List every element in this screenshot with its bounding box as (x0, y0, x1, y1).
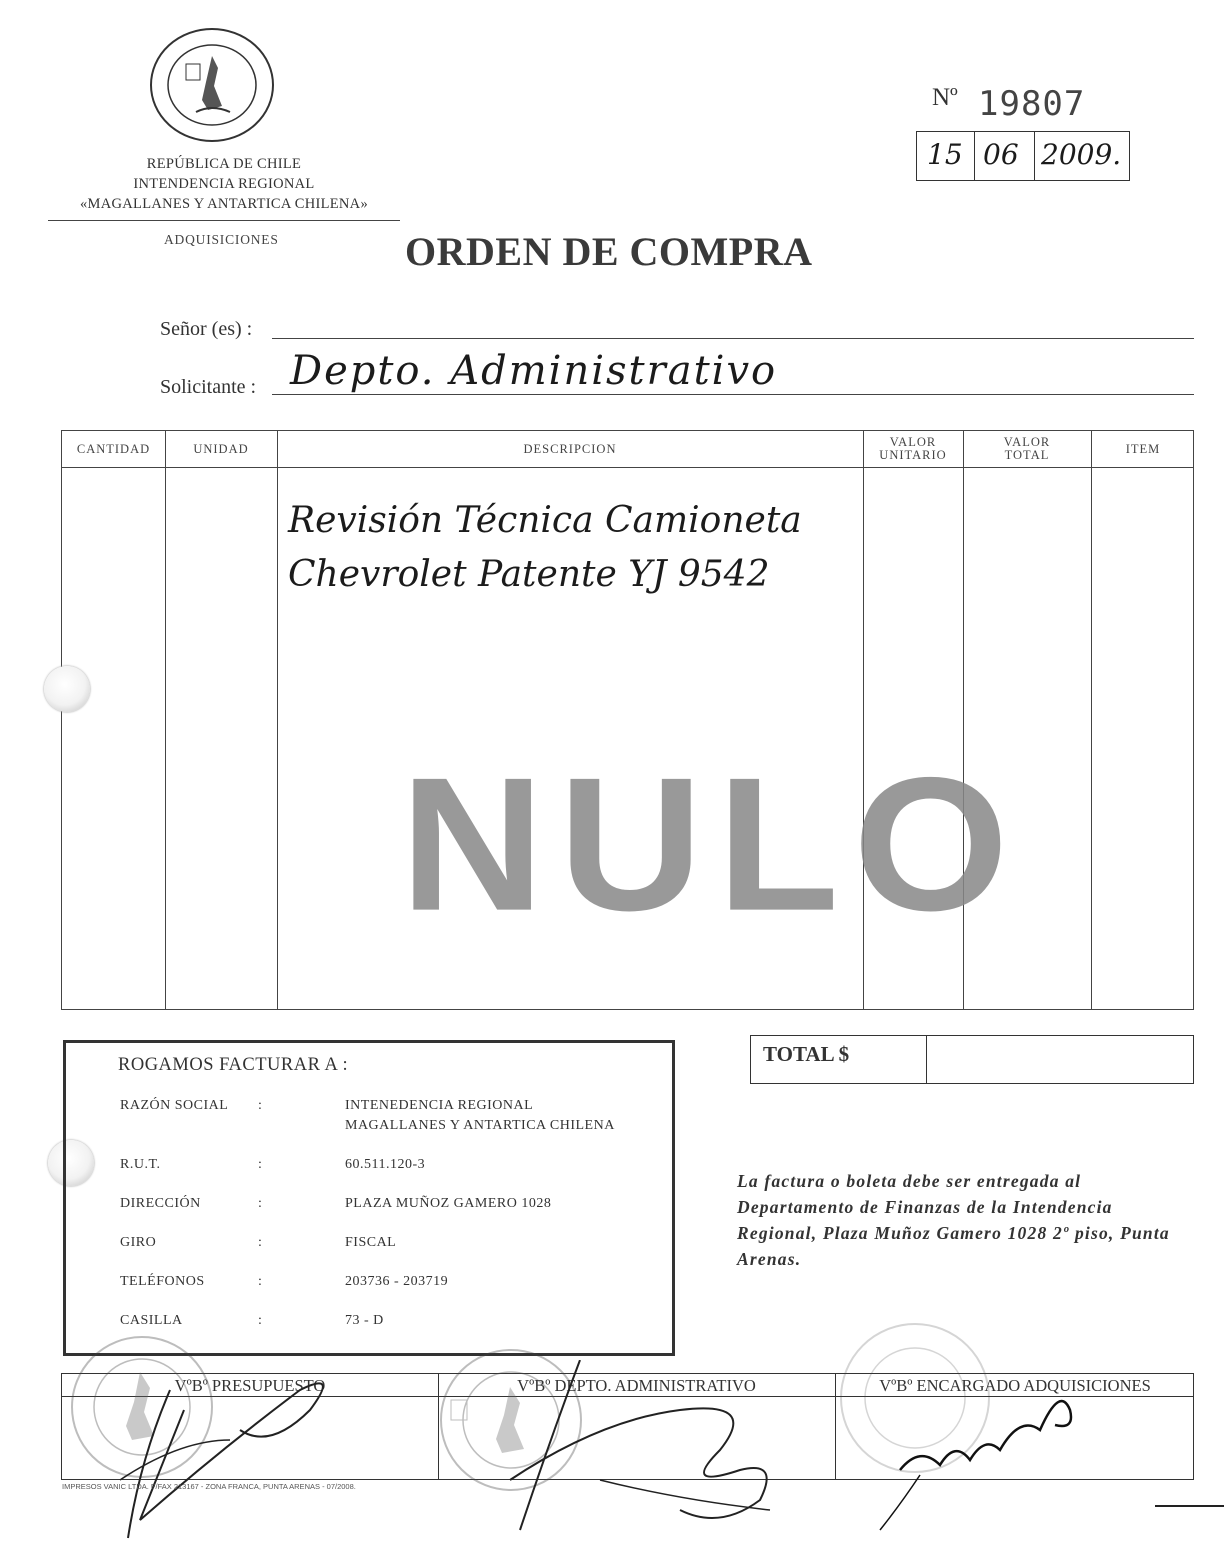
total-box (750, 1035, 1194, 1084)
header-row-line (62, 467, 1193, 468)
date-day: 15 (927, 138, 963, 171)
billing-value: MAGALLANES Y ANTARTICA CHILENA (345, 1118, 615, 1133)
date-year: 2009. (1041, 138, 1122, 171)
department-label: ADQUISICIONES (164, 232, 279, 247)
th-item: ITEM (1125, 441, 1161, 456)
nulo-stamp: NULO (400, 738, 1023, 951)
header-region: «MAGALLANES Y ANTARTICA CHILENA» (79, 196, 369, 212)
description-line-1: Revisión Técnica Camioneta (288, 500, 802, 541)
billing-value: 203736 - 203719 (345, 1274, 449, 1289)
date-day-cell (917, 132, 975, 180)
billing-sep: : (258, 1157, 263, 1172)
billing-value: 60.511.120-3 (345, 1157, 426, 1172)
billing-label: R.U.T. (120, 1157, 161, 1172)
printer-credit: IMPRESOS VANIC LTDA. F/FAX 213167 - ZONA FRANCA, PUNTA ARENAS - 07/2008. (62, 1482, 356, 1491)
billing-sep: : (258, 1313, 263, 1328)
order-number: 19807 (978, 84, 1086, 124)
th-valor-unitario: VALOR UNITARIO (879, 435, 947, 462)
billing-value: 73 - D (345, 1313, 384, 1328)
document-title: ORDEN DE COMPRA (405, 229, 813, 274)
billing-label: DIRECCIÓN (120, 1196, 201, 1211)
date-month: 06 (983, 138, 1019, 171)
billing-label: GIRO (120, 1235, 157, 1250)
billing-sep: : (258, 1098, 263, 1113)
total-divider (926, 1036, 927, 1083)
senor-label: Señor (es) : (160, 318, 253, 340)
punch-hole (44, 666, 90, 712)
col-divider (277, 431, 278, 1009)
header-institution: INTENDENCIA REGIONAL (133, 176, 315, 192)
solicitante-line (272, 394, 1194, 395)
th-unidad: UNIDAD (193, 441, 249, 456)
edge-mark (1155, 1505, 1224, 1507)
billing-label: TELÉFONOS (120, 1274, 205, 1289)
header-country: REPÚBLICA DE CHILE (146, 156, 302, 172)
delivery-note: La factura o boleta debe ser entregada al Departamento de Finanzas de la Intendencia Regional, Plaza Muñoz Gamero 1028 2º piso, Punta Arenas. (737, 1171, 1170, 1269)
billing-title: ROGAMOS FACTURAR A : (118, 1055, 349, 1075)
signature-presupuesto (100, 1370, 360, 1546)
regional-seal (148, 26, 276, 144)
billing-label: CASILLA (120, 1313, 183, 1328)
sig-label-presupuesto: VºBº PRESUPUESTO (174, 1376, 326, 1395)
header-divider (48, 220, 400, 221)
col-divider (165, 431, 166, 1009)
billing-value: INTENEDENCIA REGIONAL (345, 1098, 534, 1113)
signature-depto-admin (480, 1360, 800, 1536)
billing-sep: : (258, 1235, 263, 1250)
order-number-label: Nº (932, 84, 958, 111)
billing-value: FISCAL (345, 1235, 397, 1250)
col-divider (1091, 431, 1092, 1009)
billing-sep: : (258, 1196, 263, 1211)
billing-sep: : (258, 1274, 263, 1289)
signature-adquisiciones (860, 1385, 1100, 1535)
solicitante-label: Solicitante : (160, 376, 257, 398)
solicitante-value: Depto. Administrativo (290, 348, 778, 394)
total-label: TOTAL $ (763, 1042, 850, 1066)
th-descripcion: DESCRIPCION (523, 441, 617, 456)
billing-label: RAZÓN SOCIAL (120, 1098, 229, 1113)
billing-value: PLAZA MUÑOZ GAMERO 1028 (345, 1196, 552, 1211)
date-box (916, 131, 1130, 181)
description-line-2: Chevrolet Patente YJ 9542 (288, 554, 770, 595)
date-year-cell (1035, 132, 1129, 180)
senor-line (272, 338, 1194, 339)
sig-label-depto-admin: VºBº DEPTO. ADMINISTRATIVO (517, 1376, 756, 1395)
th-valor-total: VALOR TOTAL (1003, 435, 1051, 462)
th-cantidad: CANTIDAD (76, 441, 151, 456)
date-month-cell (975, 132, 1035, 180)
sig-label-adquisiciones: VºBº ENCARGADO ADQUISICIONES (879, 1376, 1151, 1395)
